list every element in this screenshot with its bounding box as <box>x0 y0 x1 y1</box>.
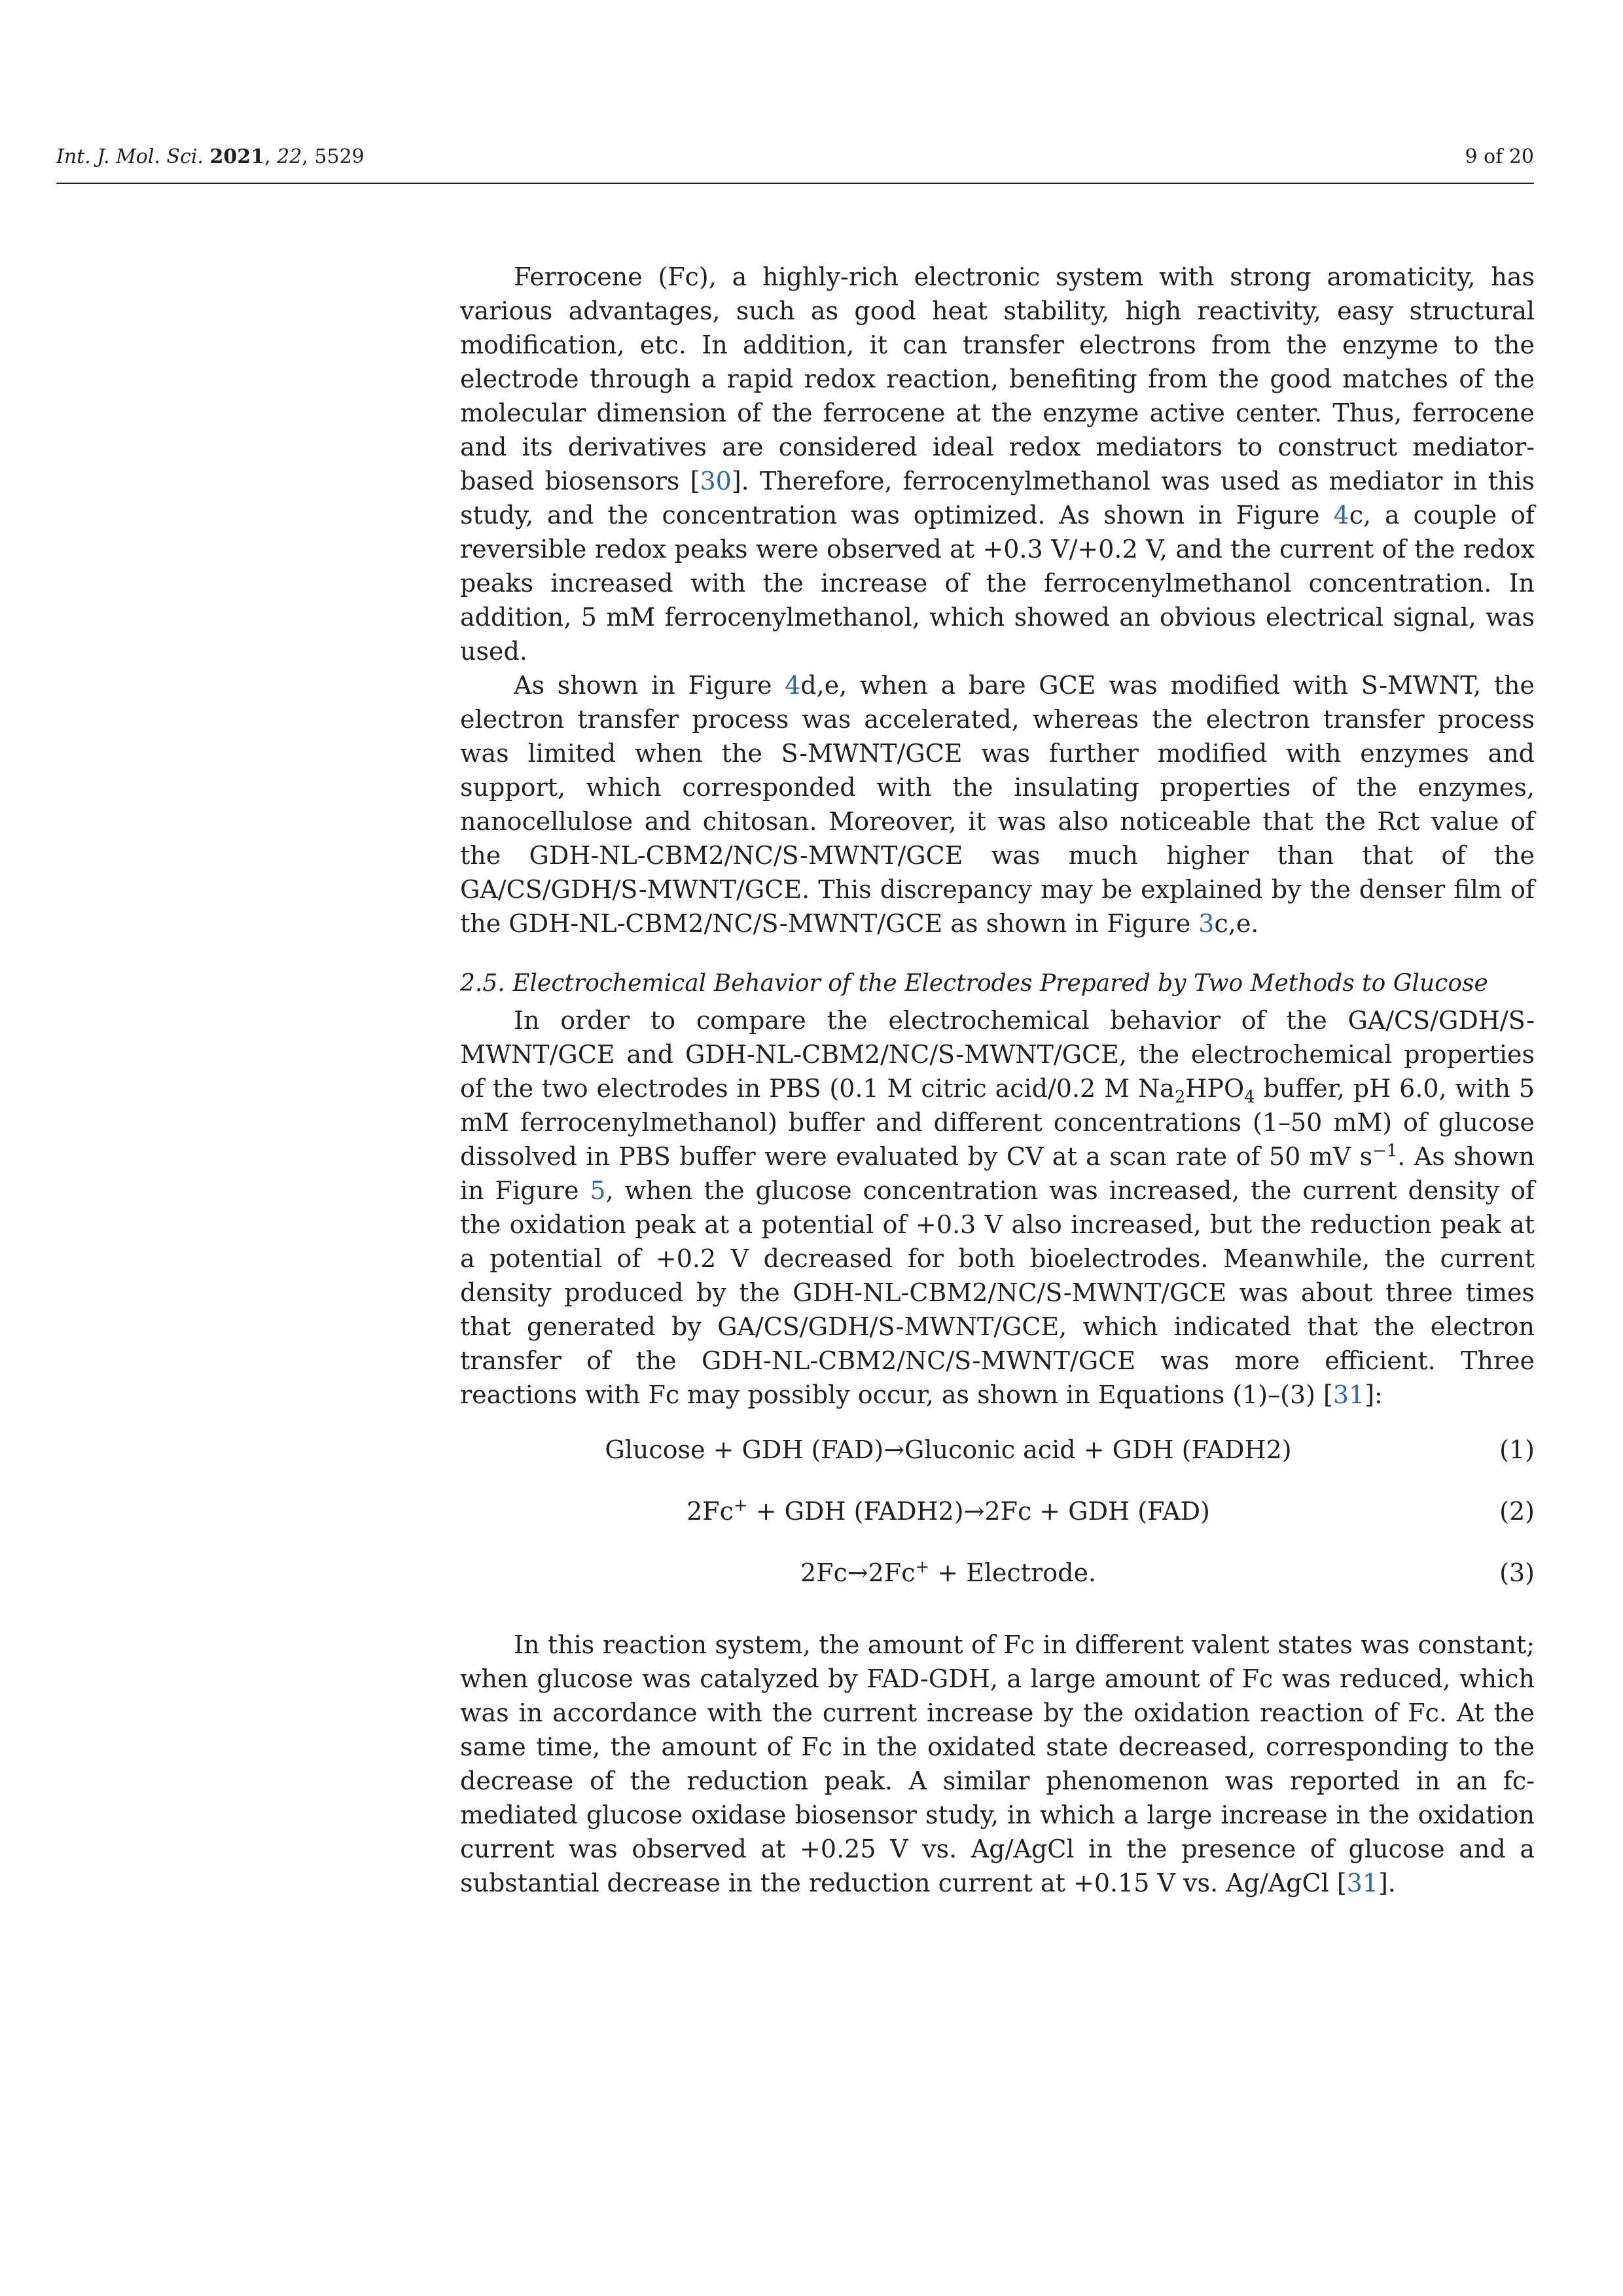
article-number: 5529 <box>314 145 365 168</box>
running-header: Int. J. Mol. Sci. 2021, 22, 5529 9 of 20 <box>56 144 1534 183</box>
equation-1 <box>460 1426 1535 1488</box>
equation-number: (2) <box>1499 1497 1535 1526</box>
equation-number: (1) <box>1499 1435 1535 1464</box>
equation-3 <box>460 1549 1535 1611</box>
citation-link[interactable]: 31 <box>1346 1869 1378 1897</box>
citation-link[interactable]: 30 <box>700 467 732 495</box>
paragraph-eis: As shown in Figure 4d,e, when a bare GCE was modified with S-MWNT, the electron transfer process was accelerated, whereas the electron transfer process was limited when the S-MWNT/GCE was further modified with enzymes and support, which corresponded with the insulating properties of the enzymes, nanocellulose and chitosan. Moreover, it was also noticeable that the Rct value of the GDH-NL-CBM2/NC/S-MWNT/GCE was much higher than that of the GA/CS/GDH/S-MWNT/GCE. This discrepancy may be explained by the denser film of the GDH-NL-CBM2/NC/S-MWNT/GCE as shown in Figure 3c,e. <box>460 671 1535 938</box>
equation-text: 2Fc+ + GDH (FADH2)→2Fc + GDH (FAD) <box>687 1496 1210 1526</box>
volume-number: 22 <box>277 145 302 168</box>
equation-text: Glucose + GDH (FAD)→Gluconic acid + GDH (FADH2) <box>605 1435 1292 1464</box>
paragraph-ferrocene: Ferrocene (Fc), a highly-rich electronic system with strong aromaticity, has various advantages, such as good heat stability, high reactivity, easy structural modification, etc. In addition, it can transfer electrons from the enzyme to the electrode through a rapid redox reaction, benefiting from the good matches of the molecular dimension of the ferrocene at the enzyme active center. Thus, ferrocene and its derivatives are considered ideal redox mediators to construct mediator-based biosensors [30]. Therefore, ferrocenylmethanol was used as mediator in this study, and the concentration was optimized. As shown in Figure 4c, a couple of reversible redox peaks were observed at +0.3 V/+0.2 V, and the current of the redox peaks increased with the increase of the ferrocenylmethanol concentration. In addition, 5 mM ferrocenylmethanol, which showed an obvious electrical signal, was used. <box>460 262 1535 666</box>
publication-year: 2021 <box>209 145 265 168</box>
journal-name: Int. J. Mol. Sci. <box>56 145 204 168</box>
header-rule <box>56 183 1534 184</box>
section-heading: 2.5. Electrochemical Behavior of the Electrodes Prepared by Two Methods to Glucose <box>460 970 1488 997</box>
equation-text: 2Fc→2Fc+ + Electrode. <box>800 1557 1097 1587</box>
main-content <box>460 260 1535 1900</box>
figure-link[interactable]: 4 <box>785 671 801 700</box>
page-number: 9 of 20 <box>1465 145 1534 168</box>
figure-link[interactable]: 5 <box>590 1176 606 1205</box>
equation-block <box>460 1426 1535 1611</box>
figure-link[interactable]: 4 <box>1333 501 1349 529</box>
paragraph-reaction-system: In this reaction system, the amount of Fc in different valent states was constant; when glucose was catalyzed by FAD-GDH, a large amount of Fc was reduced, which was in accordance with the current increase by the oxidation reaction of Fc. At the same time, the amount of Fc in the oxidated state decreased, corresponding to the decrease of the reduction peak. A similar phenomenon was reported in an fc-mediated glucose oxidase biosensor study, in which a large increase in the oxidation current was observed at +0.25 V vs. Ag/AgCl in the presence of glucose and a substantial decrease in the reduction current at +0.15 V vs. Ag/AgCl [31]. <box>460 1630 1535 1897</box>
equation-2 <box>460 1488 1535 1549</box>
figure-link[interactable]: 3 <box>1198 909 1215 938</box>
citation-link[interactable]: 31 <box>1332 1380 1365 1409</box>
equation-number: (3) <box>1499 1558 1535 1587</box>
paragraph-electrochemical-behavior: In order to compare the electrochemical behavior of the GA/CS/GDH/S-MWNT/GCE and GDH-NL-CBM2/NC/S-MWNT/GCE, the electrochemical properties of the two electrodes in PBS (0.1 M citric acid/0.2 M $Na_2HPO_4$ buffer, pH 6.0, with 5 mM ferrocenylmethanol) buffer and different concentrations (1–50 mM) of glucose dissolved in PBS buffer were evaluated by CV at a scan rate of 50 mV $s^{-1}$. As shown in Figure 5, when the glucose concentration was increased, the current density of the oxidation peak at a potential of +0.3 V also increased, but the reduction peak at a potential of +0.2 V decreased for both bioelectrodes. Meanwhile, the current density produced by the GDH-NL-CBM2/NC/S-MWNT/GCE was about three times that generated by GA/CS/GDH/S-MWNT/GCE, which indicated that the electron transfer of the GDH-NL-CBM2/NC/S-MWNT/GCE was more efficient. Three reactions with Fc may possibly occur, as shown in Equations (1)–(3) [31]: <box>460 1006 1535 1409</box>
